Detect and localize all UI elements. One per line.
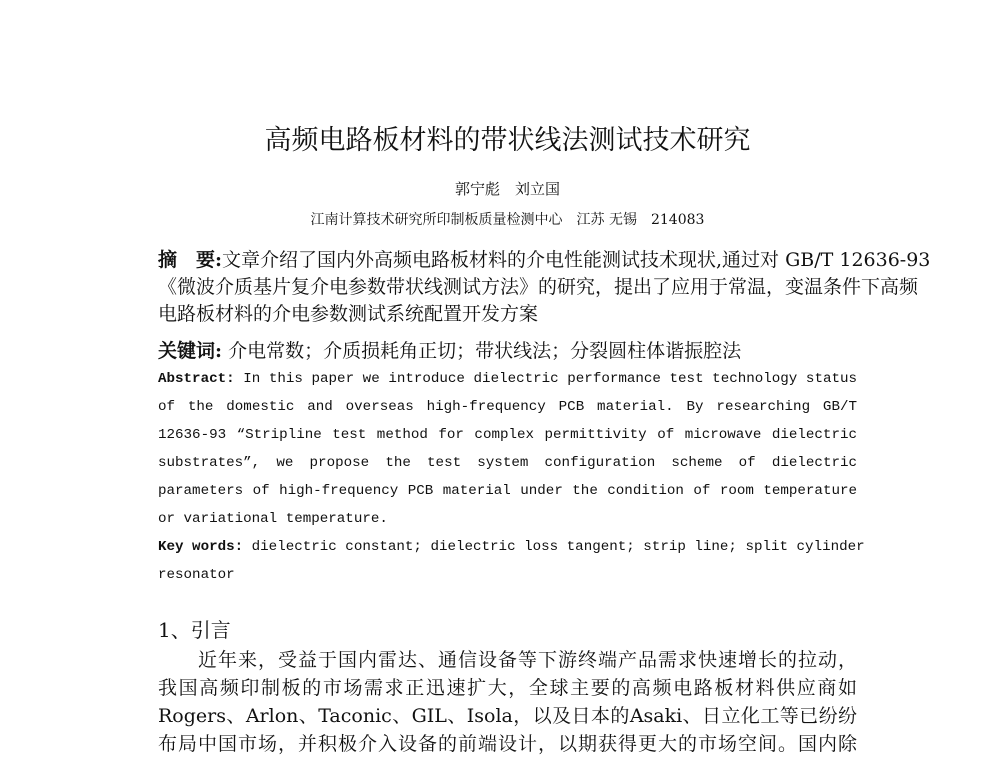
keywords-cn-label: 关键词: (158, 340, 223, 362)
body-line: 我国高频印制板的市场需求正迅速扩大，全球主要的高频电路板材料供应商如 (158, 677, 857, 699)
keywords-en-label: Key words: (158, 539, 244, 555)
abstract-cn-line: 摘 要:文章介绍了国内外高频电路板材料的介电性能测试技术现状,通过对 GB/T 12636-93 (158, 249, 931, 271)
keywords-en-line: resonator (158, 567, 235, 583)
abstract-en-line: or variational temperature. (158, 511, 388, 527)
paper-title: 高频电路板材料的带状线法测试技术研究 (264, 125, 751, 156)
abstract-en-line: parameters of high-frequency PCB material under the condition of room temperature (158, 483, 857, 499)
authors: 郭宁彪 刘立国 (454, 180, 560, 198)
abstract-cn-line: 电路板材料的介电参数测试系统配置开发方案 (158, 303, 539, 325)
abstract-cn-line: 《微波介质基片复介电参数带状线测试方法》的研究，提出了应用于常温，变温条件下高频 (158, 276, 919, 298)
abstract-en-label: Abstract: (158, 371, 235, 387)
body-line: 近年来，受益于国内雷达、通信设备等下游终端产品需求快速增长的拉动， (198, 649, 857, 671)
abstract-en-line: substrates”, we propose the test system configuration scheme of dielectric (158, 455, 857, 471)
abstract-en-line: Abstract: In this paper we introduce dielectric performance test technology status (158, 371, 858, 387)
abstract-en-line: 12636-93 “Stripline test method for complex permittivity of microwave dielectric (158, 427, 857, 443)
body-line: Rogers、Arlon、Taconic、GIL、Isola，以及日本的Asaki、日立化工等已纷纷 (158, 705, 857, 727)
keywords-en-line: Key words: dielectric constant; dielectric loss tangent; strip line; split cylinder (158, 539, 865, 555)
keywords-cn: 关键词: 介电常数；介质损耗角正切；带状线法；分裂圆柱体谐振腔法 (158, 340, 742, 362)
body-line: 布局中国市场，并积极介入设备的前端设计，以期获得更大的市场空间。国内除 (158, 733, 857, 755)
abstract-cn-label: 摘 要: (158, 249, 223, 271)
section-heading: 1、引言 (158, 618, 231, 642)
abstract-en-line: of the domestic and overseas high-frequency PCB material. By researching GB/T (158, 399, 857, 415)
affiliation: 江南计算技术研究所印制板质量检测中心 江苏 无锡 214083 (310, 212, 705, 228)
